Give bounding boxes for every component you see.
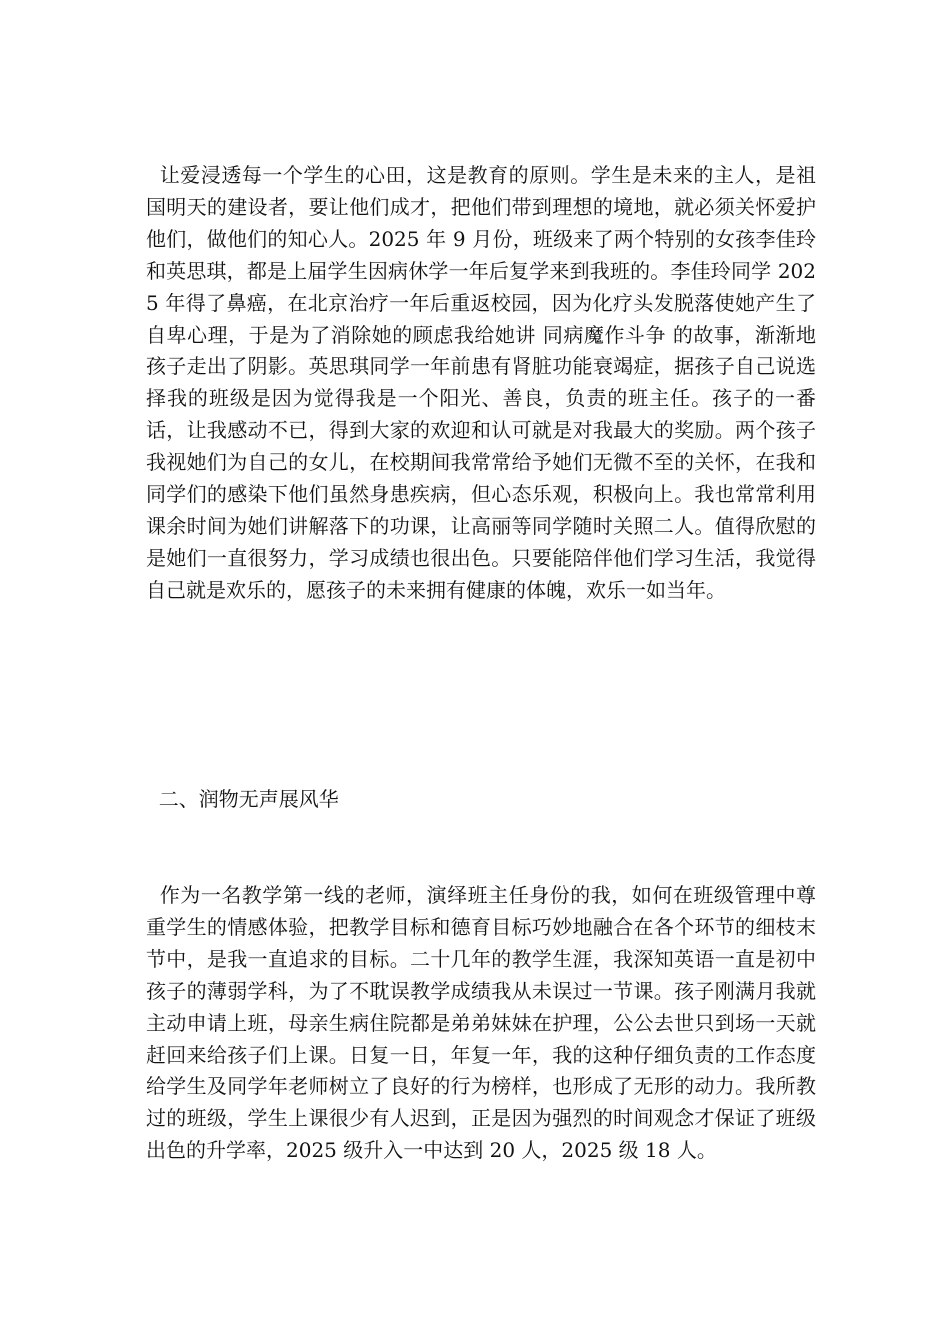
body-paragraph: 让爱浸透每一个学生的心田，这是教育的原则。学生是未来的主人，是祖国明天的建设者，要让他们成才，把他们带到理想的境地，就必须关怀爱护他们，做他们的知心人。2025 年 9 月份，班级来了两个特别的女孩李佳玲和英思琪，都是上届学生因病休学一年后复学来到我班的。李佳玲同学 2025 年得了鼻癌，在北京治疗一年后重返校园，因为化疗头发脱落使她产生了自卑心理，于是为了消除她的顾虑我给她讲 同病魔作斗争 的故事，渐渐地孩子走出了阴影。英思琪同学一年前患有肾脏功能衰竭症，据孩子自己说选择我的班级是因为觉得我是一个阳光、善良，负责的班主任。孩子的一番话，让我感动不已，得到大家的欢迎和认可就是对我最大的奖励。两个孩子我视她们为自己的女儿，在校期间我常常给予她们无微不至的关怀，在我和同学们的感染下他们虽然身患疾病，但心态乐观，积极向上。我也常常利用课余时间为她们讲解落下的功课，让高丽等同学随时关照二人。值得欣慰的是她们一直很努力，学习成绩也很出色。只要能陪伴他们学习生活，我觉得自己就是欢乐的，愿孩子的未来拥有健康的体魄，欢乐一如当年。 — [146, 163, 816, 602]
body-paragraph: 作为一名教学第一线的老师，演绎班主任身份的我，如何在班级管理中尊重学生的情感体验，把教学目标和德育目标巧妙地融合在各个环节的细枝末节中，是我一直追求的目标。二十几年的教学生涯，我深知英语一直是初中孩子的薄弱学科，为了不耽误教学成绩我从未误过一节课。孩子刚满月我就主动申请上班，母亲生病住院都是弟弟妹妹在护理，公公去世只到场一天就赶回来给孩子们上课。日复一日，年复一年，我的这种仔细负责的工作态度给学生及同学年老师树立了良好的行为榜样，也形成了无形的动力。我所教过的班级，学生上课很少有人迟到，正是因为强烈的时间观念才保证了班级出色的升学率，2025 级升入一中达到 20 人，2025 级 18 人。 — [146, 883, 816, 1163]
section-heading: 二、润物无声展风华 — [146, 787, 339, 811]
